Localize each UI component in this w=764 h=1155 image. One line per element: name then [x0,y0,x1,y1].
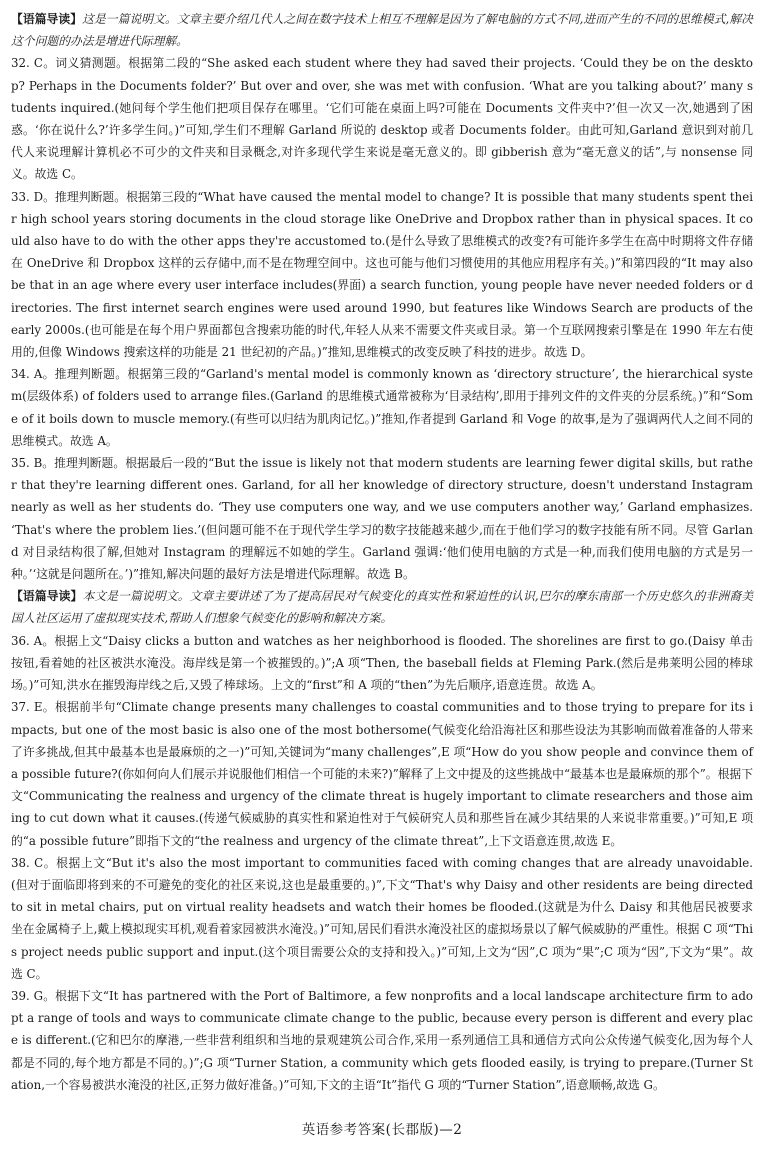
passage2-guide-text: 本文是一篇说明文。文章主要讲述了为了提高居民对气候变化的真实性和紧迫性的认识,巴尔的摩东南部一个历史悠久的非洲裔美国人社区运用了虚拟现实技术,帮助人们想象气候变化的影响和解决方案。 [11,589,753,626]
guide-tag: 【语篇导读】 [11,589,83,604]
answer-35: 35. B。推理判断题。根据最后一段的“But the issue is likely not that modern students are learning fewer digital skills, but rather that they're learning different ones. Garland, for all her knowledge of directory structure, doesn't understand Instagram nearly as well as her students do. ‘They use computers one way, and we use computers another way,’ Garland emphasizes. ‘That's where the problem lies.’(但问题可能不在于现代学生学习的数字技能越来越少,而在于他们学习的数字技能有所不同。尽管 Garland 对目录结构很了解,但她对 Instagram 的理解远不如她的学生。Garland 强调:‘他们使用电脑的方式是一种,而我们使用电脑的方式是另一种。’‘这就是问题所在。’)”推知,解决问题的最好方法是增进代际理解。故选 B。 [11,456,753,582]
answer-32: 32. C。词义猜测题。根据第二段的“She asked each student where they had saved their projects. ‘Could they be on the desktop? Perhaps in the Documents folder?’ But over and over, she was met with confusion. ‘What are you talking about?’ many students inquired.(她问每个学生他们把项目保存在哪里。‘它们可能在桌面上吗?可能在 Documents 文件夹中?’但一次又一次,她遇到了困惑。‘你在说什么?’许多学生问。)”可知,学生们不理解 Garland 所说的 desktop 或者 Documents folder。由此可知,Garland 意识到对前几代人来说理解计算机必不可少的文件夹和目录概念,对许多现代学生来说是毫无意义的。即 gibberish 意为“毫无意义的话”,与 nonsense 同义。故选 C。 [11,56,753,182]
answer-38: 38. C。根据上文“But it's also the most important to communities faced with coming changes that are already unavoidable.(但对于面临即将到来的不可避免的变化的社区来说,这也是最重要的。)”,下文“That's why Daisy and other residents are being directed to sit in metal chairs, put on virtual reality headsets and watch their homes be flooded.(这就是为什么 Daisy 和其他居民被要求坐在金属椅子上,戴上模拟现实耳机,观看着家园被洪水淹没。)”可知,居民们看洪水淹没社区的虚拟场景以了解气候威胁的严重性。根据 C 项“This project needs public support and input.(这个项目需要公众的支持和投入。)”可知,上文为“因”,C 项为“果”;C 项为“因”,下文为“果”。故选 C。 [11,855,754,981]
passage1-guide-text: 这是一篇说明文。文章主要介绍几代人之间在数字技术上相互不理解是因为了解电脑的方式不同,进而产生的不同的思维模式,解决这个问题的办法是增进代际理解。 [11,12,753,49]
guide-tag: 【语篇导读】 [11,12,83,26]
passage2-guide [11,585,753,629]
answer-33: 33. D。推理判断题。根据第三段的“What have caused the mental model to change? It is possible that many students spent their high school years storing documents in the cloud storage like OneDrive and Dropbox rather than in physical spaces. It could also have to do with the other apps they're accustomed to.(是什么导致了思维模式的改变?有可能许多学生在高中时期将文件存储在 OneDrive 和 Dropbox 这样的云存储中,而不是在物理空间中。这也可能与他们习惯使用的其他应用程序有关。)”和第四段的“It may also be that in an age where every user interface includes(界面) a search function, young people have never needed folders or directories. The first internet search engines were used around 1990, but features like Windows Search are products of the early 2000s.(也可能是在每个用户界面都包含搜索功能的时代,年轻人从来不需要文件夹或目录。第一个互联网搜索引擎是在 1990 年左右使用的,但像 Windows 搜索这样的功能是 21 世纪初的产品。)”推知,思维模式的改变反映了科技的进步。故选 D。 [11,189,753,360]
answer-37: 37. E。根据前半句“Climate change presents many challenges to coastal communities and to those trying to prepare for its impacts, but one of the most basic is also one of the most bothersome(气候变化给沿海社区和那些设法为其影响而做着准备的人带来了许多挑战,但其中最基本也是最麻烦的之一)”可知,关键词为“many challenges”,E 项“How do you show people and convince them of a possible future?(你如何向人们展示并说服他们相信一个可能的未来?)”解释了上文中提及的这些挑战中“最基本也是最麻烦的那个”。根据下文“Communicating the realness and urgency of the climate threat is hugely important to climate researchers and those aiming to cut down what it causes.(传递气候威胁的真实性和紧迫性对于气候研究人员和那些旨在减少其结果的人来说非常重要。)”可知,E 项的“a possible future”即指下文的“the realness and urgency of the climate threat”,上下文语意连贯,故选 E。 [11,700,753,848]
answer-34: 34. A。推理判断题。根据第三段的“Garland's mental model is commonly known as ‘directory structure’, the hierarchical system(层级体系) of folders used to arrange files.(Garland 的思维模式通常被称为‘目录结构’,即用于排列文件的文件夹的分层系统。)”和“Some of it boils down to muscle memory.(有些可以归结为肌肉记忆。)”推知,作者提到 Garland 和 Voge 的故事,是为了强调两代人之间不同的思维模式。故选 A。 [11,367,753,448]
answer-36: 36. A。根据上文“Daisy clicks a button and watches as her neighborhood is flooded. The shorelines are first to go.(Daisy 单击按钮,看着她的社区被洪水淹没。海岸线是第一个被摧毁的。)”;A 项“Then, the baseball fields at Fleming Park.(然后是弗莱明公园的棒球场。)”可知,洪水在摧毁海岸线之后,又毁了棒球场。上文的“first”和 A 项的“then”为先后顺序,语意连贯。故选 A。 [11,633,753,693]
page-footer: 英语参考答案(长郡版)—2 [301,1122,463,1138]
passage1-guide [11,8,753,52]
answer-39: 39. G。根据下文“It has partnered with the Port of Baltimore, a few nonprofits and a local landscape architecture firm to adopt a range of tools and ways to communicate climate change to the public, because every person is different and every place is different.(它和巴尔的摩港,一些非营利组织和当地的景观建筑公司合作,采用一系列通信工具和通信方式向公众传递气候变化,因为每个人都是不同的,每个地方都是不同的。)”;G 项“Turner Station, a community which gets flooded easily, is trying to prepare.(Turner Station,一个容易被洪水淹没的社区,正努力做好准备。)”可知,下文的主语“It”指代 G 项的“Turner Station”,语意顺畅,故选 G。 [11,988,753,1092]
